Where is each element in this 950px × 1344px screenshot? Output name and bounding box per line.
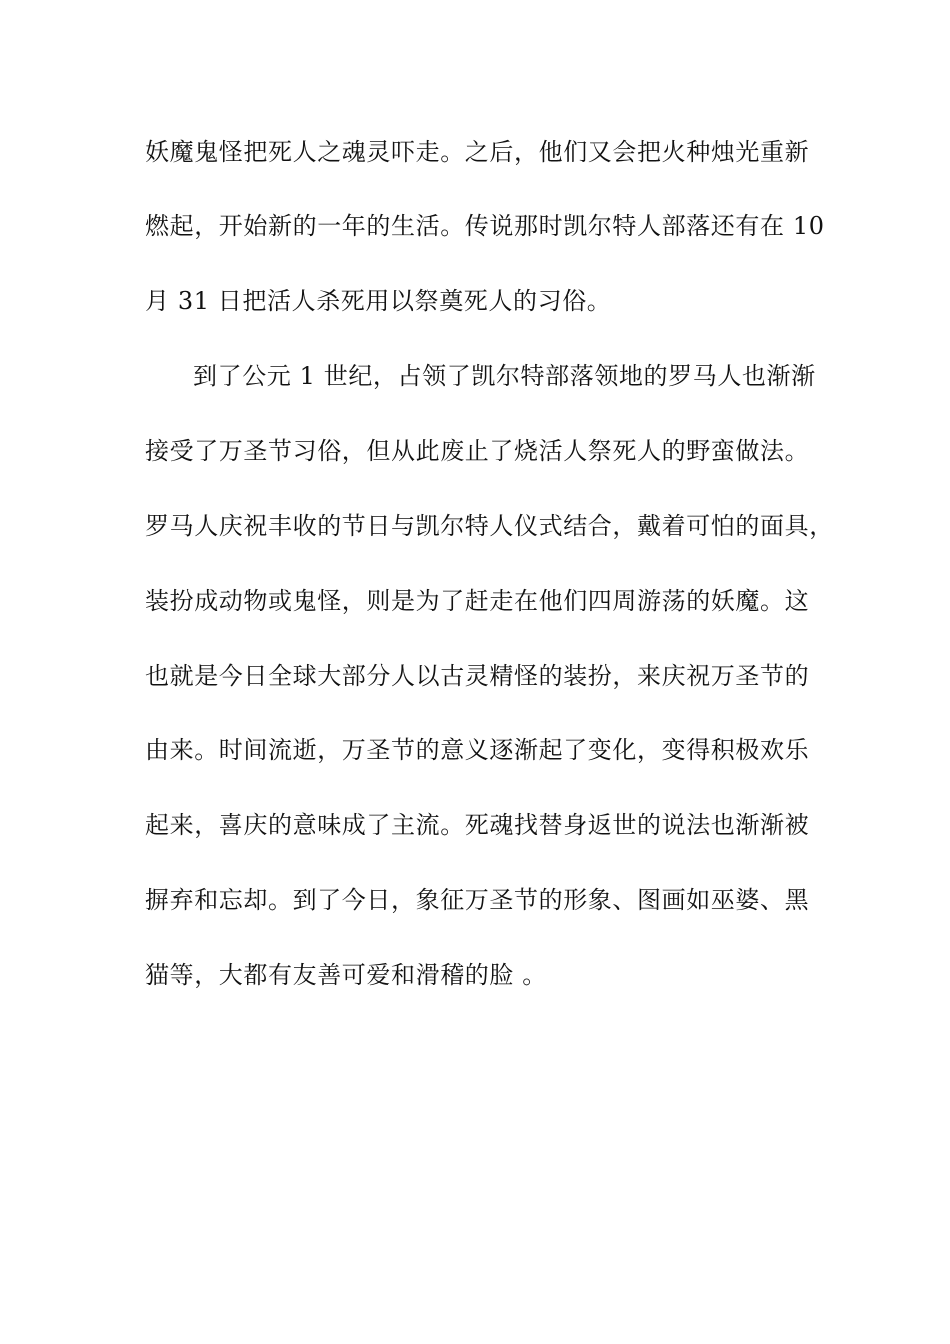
text-line: 猫等，大都有友善可爱和滑稽的脸 。 — [145, 961, 547, 989]
text-line: 燃起，开始新的一年的生活。传说那时凯尔特人部落还有在 10 — [145, 212, 825, 240]
text-line: 月 31 日把活人杀死用以祭奠死人的习俗。 — [145, 287, 612, 315]
text-line: 接受了万圣节习俗，但从此废止了烧活人祭死人的野蛮做法。 — [145, 437, 810, 465]
text-line: 装扮成动物或鬼怪，则是为了赶走在他们四周游荡的妖魔。这 — [145, 587, 810, 615]
text-line: 摒弃和忘却。到了今日，象征万圣节的形象、图画如巫婆、黑 — [145, 886, 810, 914]
text-line: 罗马人庆祝丰收的节日与凯尔特人仪式结合，戴着可怕的面具， — [145, 512, 834, 540]
paragraph-first-line: 到了公元 1 世纪，占领了凯尔特部落领地的罗马人也渐渐 — [193, 362, 816, 390]
text-line: 由来。时间流逝，万圣节的意义逐渐起了变化，变得积极欢乐 — [145, 736, 810, 764]
text-line: 妖魔鬼怪把死人之魂灵吓走。之后，他们又会把火种烛光重新 — [145, 138, 810, 166]
text-line: 起来，喜庆的意味成了主流。死魂找替身返世的说法也渐渐被 — [145, 811, 810, 839]
text-line: 也就是今日全球大部分人以古灵精怪的装扮，来庆祝万圣节的 — [145, 662, 810, 690]
